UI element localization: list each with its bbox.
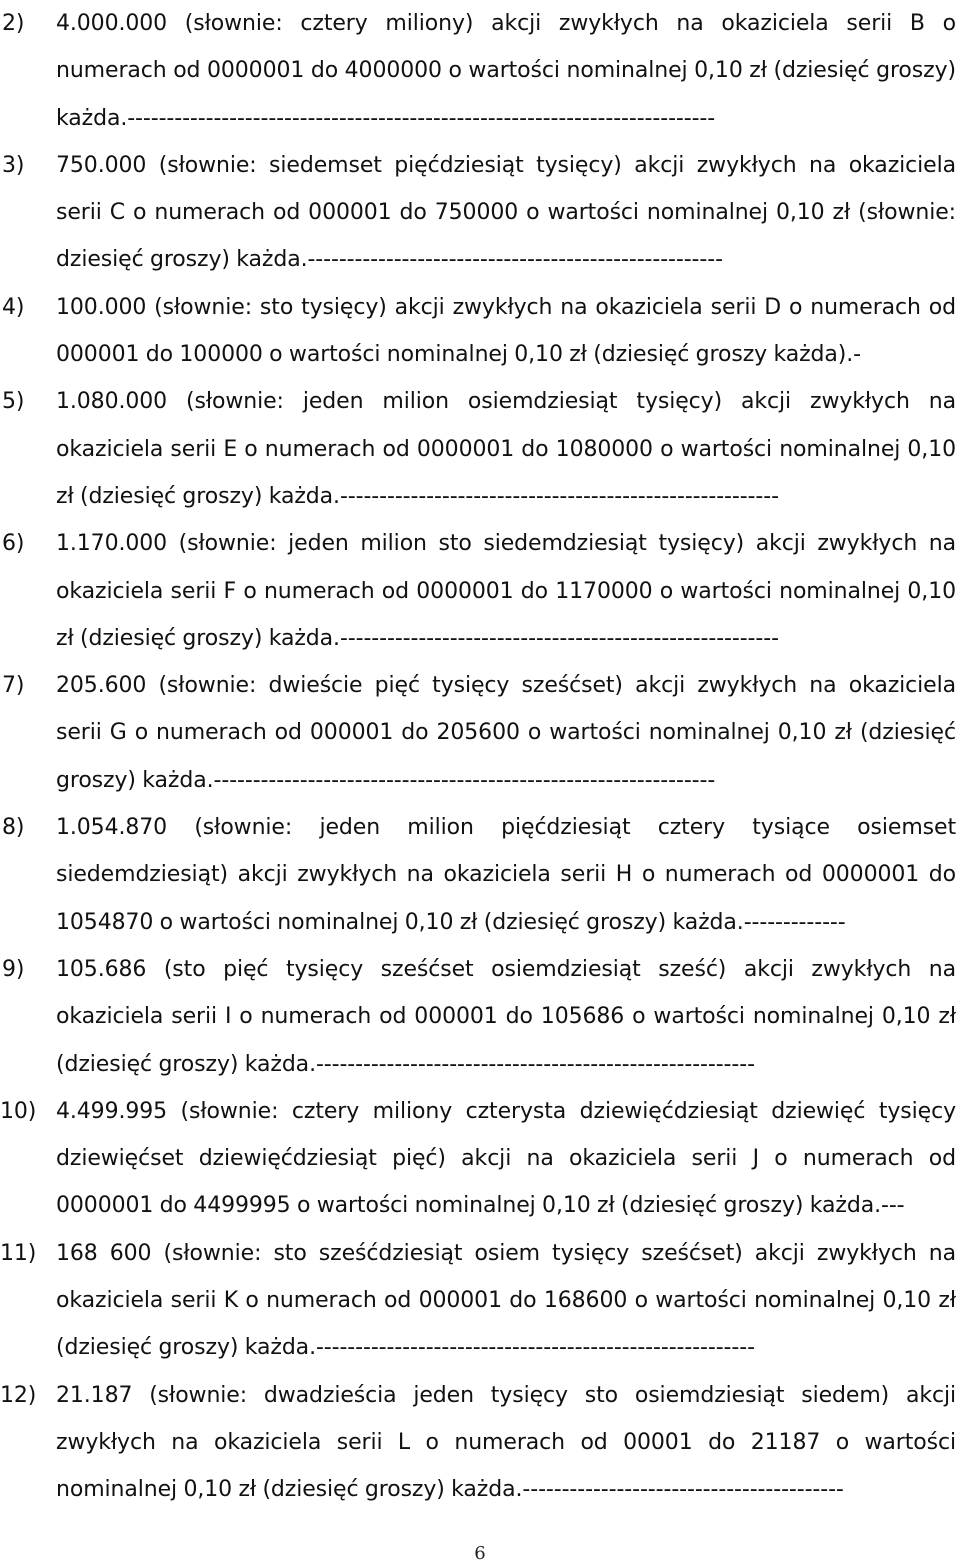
list-item [0, 946, 960, 1088]
list-item-text: 1.080.000 (słownie: jeden milion osiemdziesiąt tysięcy) akcji zwykłych na okaziciela serii E o numerach od 0000001 do 1080000 o wartości nominalnej 0,10 zł (dziesięć groszy) każda.-------------------------------------------------------- [56, 389, 956, 509]
list-item [0, 1088, 960, 1230]
list-item [0, 662, 960, 804]
list-item-number: 6) [2, 531, 25, 557]
list-item-text: 1.054.870 (słownie: jeden milion pięćdziesiąt cztery tysiące osiemset siedemdziesiąt) akcji zwykłych na okaziciela serii H o numerach od 0000001 do 1054870 o wartości nominalnej 0,10 zł (dziesięć groszy) każda.------------- [56, 815, 956, 935]
list-item [0, 1372, 960, 1514]
list-item [0, 142, 960, 284]
list-item [0, 284, 960, 379]
list-item-text: 750.000 (słownie: siedemset pięćdziesiąt tysięcy) akcji zwykłych na okaziciela serii C o numerach od 000001 do 750000 o wartości nominalnej 0,10 zł (słownie: dziesięć groszy) każda.----------------------------------------------------- [56, 152, 956, 273]
list-item-number: 3) [2, 152, 25, 178]
list-item-number: 2) [2, 11, 25, 36]
list-item-text: 4.000.000 (słownie: cztery miliony) akcji zwykłych na okaziciela serii B o numerach od 0000001 do 4000000 o wartości nominalnej 0,10 zł (dziesięć groszy) każda.--------------------------------------------------------------------------- [56, 11, 956, 131]
list-item-text: 100.000 (słownie: sto tysięcy) akcji zwykłych na okaziciela serii D o numerach od 000001 do 100000 o wartości nominalnej 0,10 zł (dziesięć groszy każda).- [56, 294, 956, 368]
list-item [0, 1230, 960, 1372]
list-item-text: 105.686 (sto pięć tysięcy sześćset osiemdziesiąt sześć) akcji zwykłych na okaziciela serii I o numerach od 000001 do 105686 o wartości nominalnej 0,10 zł (dziesięć groszy) każda.-------------------------------------------------------- [56, 956, 956, 1077]
list-item [0, 0, 960, 142]
list-item-number: 5) [2, 389, 25, 415]
list-item-text: 21.187 (słownie: dwadzieścia jeden tysięcy sto osiemdziesiąt siedem) akcji zwykłych na okaziciela serii L o numerach od 00001 do 21187 o wartości nominalnej 0,10 zł (dziesięć groszy) każda.----------------------------------------- [56, 1382, 956, 1503]
list-item [0, 520, 960, 662]
list-item-number: 7) [2, 673, 25, 699]
list-item-number: 12) [0, 1382, 37, 1408]
page-number: 6 [474, 1543, 486, 1564]
list-item-text: 4.499.995 (słownie: cztery miliony czterysta dziewięćdziesiąt dziewięć tysięcy dziewięćset dziewięćdziesiąt pięć) akcji na okaziciela serii J o numerach od 0000001 do 4499995 o wartości nominalnej 0,10 zł (dziesięć groszy) każda.--- [56, 1098, 956, 1219]
list-item-number: 4) [2, 294, 25, 320]
list-item-number: 10) [0, 1098, 37, 1124]
list-item-number: 11) [0, 1240, 37, 1266]
list-item-text: 168 600 (słownie: sto sześćdziesiąt osiem tysięcy sześćset) akcji zwykłych na okaziciela serii K o numerach od 000001 do 168600 o wartości nominalnej 0,10 zł (dziesięć groszy) każda.-------------------------------------------------------- [56, 1240, 956, 1361]
list-item [0, 804, 960, 946]
list-item-number: 9) [2, 956, 25, 982]
list-item [0, 378, 960, 520]
list-item-text: 205.600 (słownie: dwieście pięć tysięcy sześćset) akcji zwykłych na okaziciela serii G o numerach od 000001 do 205600 o wartości nominalnej 0,10 zł (dziesięć groszy) każda.---------------------------------------------------------------- [56, 673, 956, 793]
list-item-text: 1.170.000 (słownie: jeden milion sto siedemdziesiąt tysięcy) akcji zwykłych na okaziciela serii F o numerach od 0000001 do 1170000 o wartości nominalnej 0,10 zł (dziesięć groszy) każda.-------------------------------------------------------- [56, 531, 956, 651]
list-item-number: 8) [2, 815, 25, 841]
